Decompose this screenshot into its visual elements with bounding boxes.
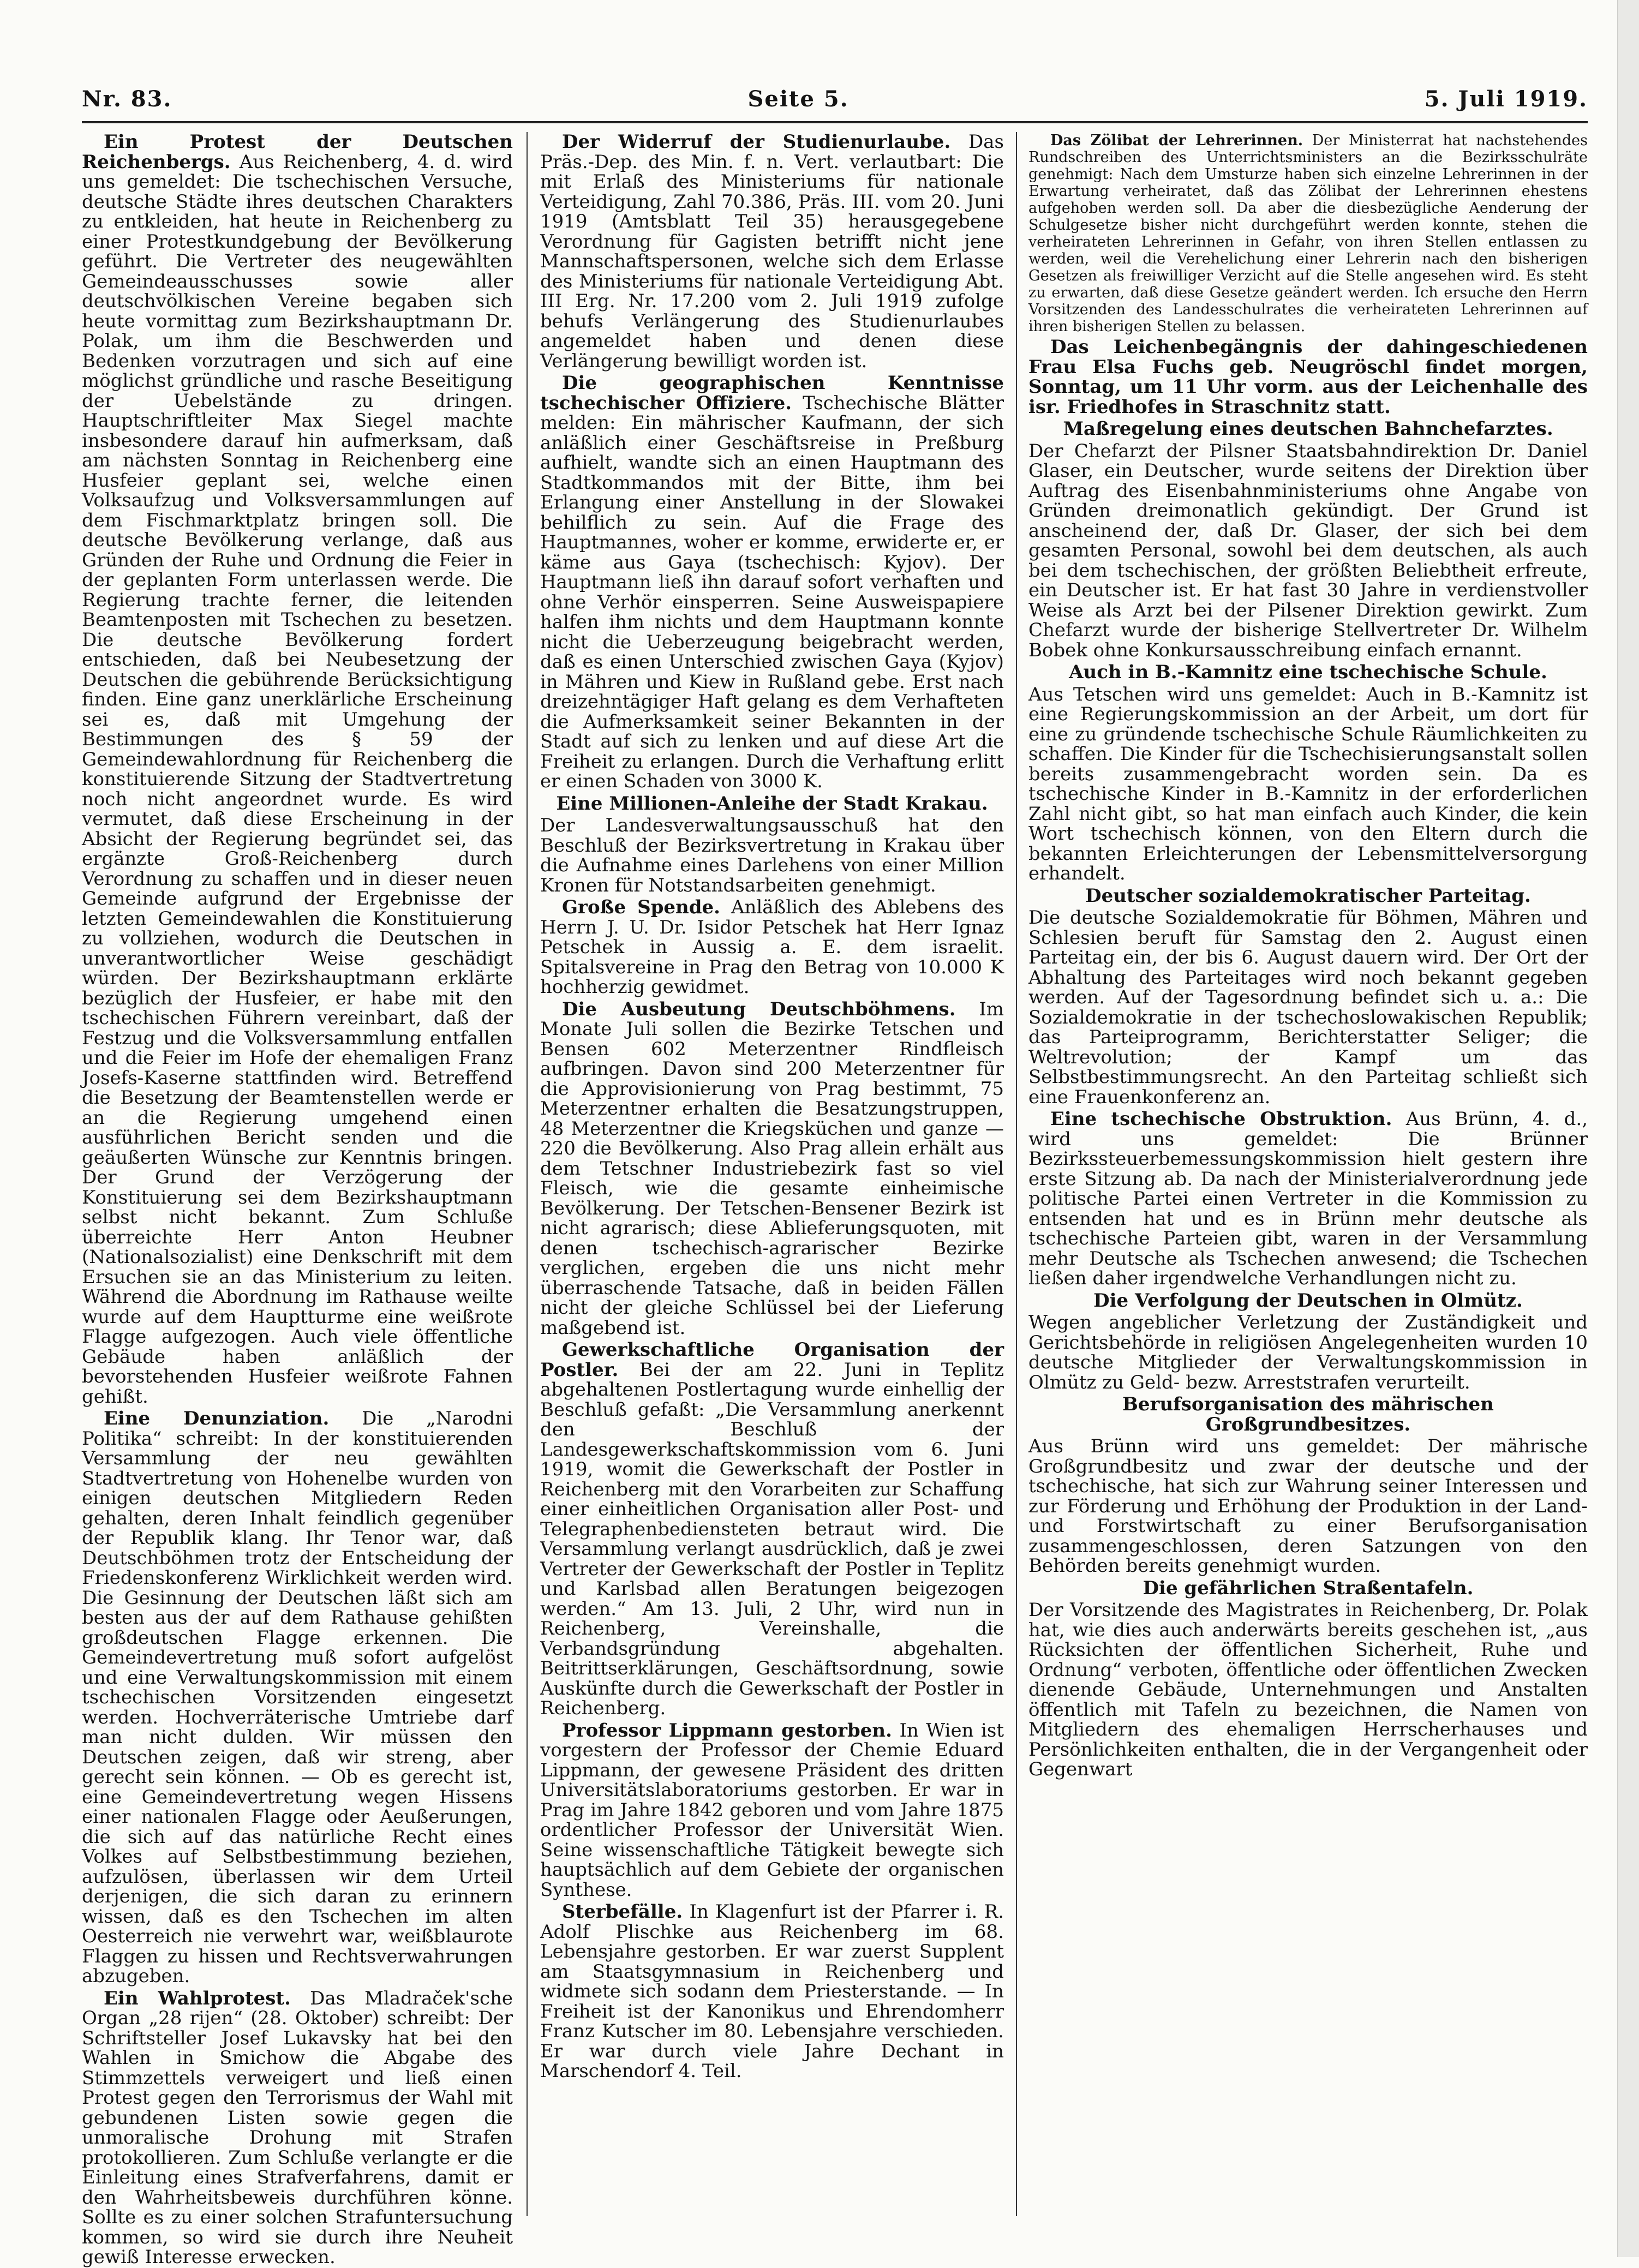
article-headline: Die Verfolgung der Deutschen in Olmütz. bbox=[1028, 1291, 1588, 1311]
column-3 bbox=[1028, 132, 1588, 2222]
issue-date: 5. Juli 1919. bbox=[1425, 86, 1588, 112]
article-headline: Maßregelung eines deutschen Bahnchefarztes. bbox=[1028, 419, 1588, 439]
article bbox=[540, 132, 1004, 371]
column-2 bbox=[540, 132, 1004, 2222]
article bbox=[82, 1989, 513, 2267]
article-text: Aus Brünn, 4. d., wird uns gemeldet: Die Brünner Bezirkssteuerbemessungskommission hielt gestern ihre erste Sitzung ab. Da nach der Ministerialverordnung jede politische Partei einen Vertreter in die Kommission zu entsenden hat und es in Brünn mehr deutsche als tschechische Parteien gibt, waren in der Versammlung mehr Deutsche als Tschechen anwesend; die Tschechen ließen daher irgendwelche Verhandlungen nicht zu. bbox=[1028, 1108, 1588, 1289]
article-text: Die deutsche Sozialdemokratie für Böhmen, Mähren und Schlesien beruft für Samstag den 2. August einen Parteitag ein, der bis 6. August dauern wird. Der Ort der Abhaltung des Parteitages wird noch bekannt gegeben werden. Auf der Tagesordnung befindet sich u. a.: Die Sozialdemokratie in der tschechoslowakischen Republik; das Parteiprogramm, Berichterstatter Seliger; die Weltrevolution; der Kampf um das Selbstbestimmungsrecht. An den Parteitag schließt sich eine Frauenkonferenz an. bbox=[1028, 908, 1588, 1107]
article-headline: Eine tschechische Obstruktion. bbox=[1050, 1108, 1392, 1130]
column-divider bbox=[527, 132, 528, 2216]
article-text: Der Vorsitzende des Magistrates in Reichenberg, Dr. Polak hat, wie dies auch anderwärts bereits geschehen ist, „aus Rücksichten der öffentlichen Sicherheit, Ruhe und Ordnung“ verboten, öffentliche oder öffentlichen Zwecken dienende Gebäude, Unternehmungen und Anstalten öffentlich mit Tafeln zu bezeichnen, die Namen von Mitgliedern des ehemaligen Herrscherhauses und Persönlichkeiten enthalten, die in der Vergangenheit oder Gegenwart bbox=[1028, 1600, 1588, 1780]
notice bbox=[1028, 337, 1588, 417]
article-headline: Große Spende. bbox=[562, 896, 720, 918]
article-text: Der Chefarzt der Pilsner Staatsbahndirektion Dr. Daniel Glaser, ein Deutscher, wurde seitens der Direktion über Auftrag des Eisenbahnministeriums ohne Angabe von Gründen dreimonatlich gekündigt. Der Grund ist anscheinend der, daß Dr. Glaser, der sich bei dem gesamten Personal, sowohl bei dem deutschen, als auch bei dem tschechischen, der größten Beliebtheit erfreute, ein Deutscher ist. Er hat fast 30 Jahre in verdienstvoller Weise als Arzt bei der Pilsener Direktion gewirkt. Zum Chefarzt wurde der bisherige Stellvertreter Dr. Wilhelm Bobek ohne Konkursausschreibung einfach ernannt. bbox=[1028, 441, 1588, 661]
article-headline: Professor Lippmann gestorben. bbox=[562, 1720, 892, 1742]
article bbox=[540, 897, 1004, 997]
issue-number: Nr. 83. bbox=[82, 86, 172, 112]
article-text: Der Landesverwaltungsausschuß hat den Beschluß der Bezirksvertretung in Krakau über die Aufnahme eines Darlehens von einer Million Kronen für Notstandsarbeiten genehmigt. bbox=[540, 816, 1004, 895]
article-headline: Der Widerruf der Studienurlaube. bbox=[562, 131, 950, 153]
article-headline: Ein Wahlprotest. bbox=[104, 1988, 291, 2009]
article-text: Das Präs.-Dep. des Min. f. n. Vert. verlautbart: Die mit Erlaß des Ministeriums für nationale Verteidigung, Zahl 70.386, Präs. III. vom 20. Juni 1919 (Amtsblatt Teil 35) herausgegebene Verordnung für Gagisten betrifft nicht jene Mannschaftspersonen, welche sich dem Erlasse des Ministeriums für nationale Verteidigung Abt. III Erg. Nr. 17.200 vom 2. Juli 1919 zufolge behufs Verlängerung des Studienurlaubes angemeldet haben und denen diese Verlängerung bewilligt worden ist. bbox=[540, 131, 1004, 372]
article bbox=[1028, 1109, 1588, 1289]
article-headline: Das Zölibat der Lehrerinnen. bbox=[1050, 132, 1303, 149]
article-headline: Berufsorganisation des mährischen Großgrundbesitzes. bbox=[1028, 1395, 1588, 1434]
article-headline: Die geographischen Kenntnisse tschechischer Offiziere. bbox=[540, 372, 1004, 414]
article-text: Im Monate Juli sollen die Bezirke Tetschen und Bensen 602 Meterzentner Rindfleisch aufbringen. Davon sind 200 Meterzentner für die Approvisionierung von Prag bestimmt, 75 Meterzentner erhalten die Besatzungstruppen, 48 Meterzentner die Kriegsküchen und ganze — 220 die Bevölkerung. Also Prag allein erhält aus dem Tetschner Industriebezirk fast so viel Fleisch, wie die gesamte einheimische Bevölkerung. Der Tetschen-Bensener Bezirk ist nicht agrarisch; diese Ablieferungsquoten, mit denen tschechisch-agrarischer Bezirke verglichen, ergeben die uns nicht mehr überraschende Tatsache, daß in beiden Fällen nicht der gleiche Schlüssel bei der Lieferung maßgebend ist. bbox=[540, 998, 1004, 1339]
article-text: In Wien ist vorgestern der Professor der Chemie Eduard Lippmann, der gewesene Präsident des dritten Universitätslaboratoriums gestorben. Er war in Prag im Jahre 1842 geboren und vom Jahre 1875 ordentlicher Professor der Universität Wien. Seine wissenschaftliche Tätigkeit bewegte sich hauptsächlich auf dem Gebiete der organischen Synthese. bbox=[540, 1720, 1004, 1901]
article-text: Aus Brünn wird uns gemeldet: Der mährische Großgrundbesitz und zwar der deutsche und der tschechische, hat sich zur Wahrung seiner Interessen und zur Förderung und Erhöhung der Produktion in der Land- und Forstwirtschaft zu einer Berufsorganisation zusammengeschlossen, deren Satzungen von den Behörden bereits genehmigt wurden. bbox=[1028, 1437, 1588, 1576]
article bbox=[540, 1902, 1004, 2081]
article-text: Die „Narodni Politika“ schreibt: In der konstituierenden Versammlung der neu gewählten Stadtvertretung von Hohenelbe wurden von einigen deutschen Mitgliedern Reden gehalten, deren Inhalt feindlich gegenüber der Republik klang. Ihr Tenor war, daß Deutschböhmen trotz der Entscheidung der Friedenskonferenz Wirklichkeit werden wird. Die Gesinnung der Deutschen läßt sich am besten aus der auf dem Rathause gehißten großdeutschen Flagge erkennen. Die Gemeindevertretung muß sofort aufgelöst und eine Verwaltungskommission mit einem tschechischen Vorsitzenden eingesetzt werden. Hochverräterische Umtriebe darf man nicht dulden. Wir müssen den Deutschen zeigen, daß wir streng, aber gerecht sein können. — Ob es gerecht ist, eine Gemeindevertretung wegen Hissens einer nationalen Flagge oder Aeußerungen, die sich auf das natürliche Recht eines Volkes auf Selbstbestimmung beziehen, aufzulösen, überlassen wir dem Urteil derjenigen, die sich daran zu erinnern wissen, daß es den Tschechen im alten Oesterreich nie verwehrt war, weißblaurote Flaggen zu hissen und Rechtsverwahrungen abzugeben. bbox=[82, 1408, 513, 1987]
article-text: Wegen angeblicher Verletzung der Zuständigkeit und Gerichtsbehörde in religiösen Angelegenheiten wurden 10 deutsche Mitglieder der Verwaltungskommission in Olmütz zu Geld- bezw. Arreststrafen verurteilt. bbox=[1028, 1313, 1588, 1392]
article-text: Aus Tetschen wird uns gemeldet: Auch in B.-Kamnitz ist eine Regierungskommission an der Arbeit, um dort für eine zu gründende tschechische Schule Räumlichkeiten zu schaffen. Die Kinder für die Tschechisierungsanstalt sollen bereits zusammengebracht worden sein. Da es tschechische Kinder in B.-Kamnitz in der erforderlichen Zahl nicht gibt, so hat man einfach auch Kinder, die kein Wort tschechisch können, von den Eltern durch die bekannten Erleichterungen der Lebensmittelversorgung erhandelt. bbox=[1028, 685, 1588, 884]
article-text: In Klagenfurt ist der Pfarrer i. R. Adolf Plischke aus Reichenberg im 68. Lebensjahre gestorben. Er war zuerst Supplent am Staatsgymnasium in Reichenberg und widmete sich sodann dem Priesterstande. — In Freiheit ist der Kanonikus und Ehrendomherr Franz Kutscher im 80. Lebensjahre verschieden. Er war durch viele Jahre Dechant in Marschendorf 4. Teil. bbox=[540, 1901, 1004, 2082]
article-headline: Auch in B.-Kamnitz eine tschechische Schule. bbox=[1028, 662, 1588, 683]
article-text: Das Mladraček'sche Organ „28 rijen“ (28. Oktober) schreibt: Der Schriftsteller Josef Lukavsky hat bei den Wahlen in Smichow die Abgabe des Stimmzettels verweigert und ließ einen Protest gegen den Terrorismus der Wahl mit gebundenen Listen sowie gegen die unmoralische Drohung mit Strafen protokollieren. Zum Schluße verlangte er die Einleitung eines Strafverfahrens, damit er den Wahrheitsbeweis durchführen könne. Sollte es zu einer solchen Strafuntersuchung kommen, so wird sie durch ihre Neuheit gewiß Interesse erwecken. bbox=[82, 1988, 513, 2268]
article-text: Der Ministerrat hat nachstehendes Rundschreiben des Unterrichtsministers an die Bezirksschulräte genehmigt: Nach dem Umsturze haben sich einzelne Lehrerinnen in der Erwartung verheiratet, daß das Zölibat der Lehrerinnen ehestens aufgehoben werden soll. Da aber die diesbezügliche Aenderung der Schulgesetze bisher nicht durchgeführt werden konnte, stehen die verheirateten Lehrerinnen in Gefahr, von ihren Stellen entlassen zu werden, weil die Verehelichung einer Lehrerin nach den bisherigen Gesetzen als freiwilliger Verzicht auf die Stelle angesehen wird. Es steht zu erwarten, daß diese Gesetze geändert werden. Ich ersuche den Herrn Vorsitzenden des Landesschulrates die verheirateten Lehrerinnen auf ihren bisherigen Stellen zu belassen. bbox=[1028, 132, 1588, 335]
article bbox=[540, 1721, 1004, 1900]
newspaper-page bbox=[82, 82, 1588, 2226]
article bbox=[540, 1340, 1004, 1719]
article bbox=[82, 1409, 513, 1986]
article-text: Aus Reichenberg, 4. d. wird uns gemeldet: Die tschechischen Versuche, deutsche Städte ihres deutschen Charakters zu entkleiden, hat heute in Reichenberg zu einer Protestkundgebung der Bevölkerung geführt. Die Vertreter des neugewählten Gemeindeausschusses sowie aller deutschvölkischen Vereine begaben sich heute vormittag zum Bezirkshauptmann Dr. Polak, um ihm die Beschwerden und Bedenken vorzutragen und sich auf eine möglichst gründliche und rasche Beseitigung der Uebelstände zu dringen. Hauptschriftleiter Max Siegel machte insbesondere darauf hin aufmerksam, daß am nächsten Sonntag in Reichenberg eine Husfeier geplant sei, welche einen Volksaufzug und Volksversammlungen auf dem Fischmarktplatz bringen soll. Die deutsche Bevölkerung verlange, daß aus Gründen der Ruhe und Ordnung die Feier in der geplanten Form unterlassen werde. Die Regierung trachte ferner, die leitenden Beamtenposten mit Tschechen zu besetzen. Die deutsche Bevölkerung fordert entschieden, daß bei Neubesetzung der Deutschen die gebührende Berücksichtigung finden. Eine ganz unerklärliche Erscheinung sei es, daß mit Umgehung der Bestimmungen des § 59 der Gemeindewahlordnung für Reichenberg die konstituierende Sitzung der Stadtvertretung noch nicht angeordnet wurde. Es wird vermutet, daß diese Erscheinung in der Absicht der Regierung begründet sei, das ergänzte Groß-Reichenberg durch Verordnung zu schaffen und in dieser neuen Gemeinde aufgrund der Ergebnisse der letzten Gemeindewahlen die Konstituierung zu vollziehen, wodurch die Deutschen in unverantwortlicher Weise geschädigt würden. Der Bezirkshauptmann erklärte bezüglich der Husfeier, er habe mit den tschechischen Führern vereinbart, daß der Festzug und die Volksversammlung entfallen und die Feier im Hofe der ehemaligen Franz Josefs-Kaserne stattfinden wird. Betreffend die Besetzung der Beamtenstellen werde er an die Regierung umgehend einen ausführlichen Bericht senden und die geäußerten Wünsche zur Kenntnis bringen. Der Grund der Verzögerung der Konstituierung sei dem Bezirkshauptmann selbst nicht bekannt. Zum Schluße überreichte Herr Anton Heubner (Nationalsozialist) eine Denkschrift mit dem Ersuchen sie an das Ministerium zu leiten. Während die Abordnung im Rathause weilte wurde auf dem Hauptturme eine weißrote Flagge aufgezogen. Auch viele öffentliche Gebäude haben anläßlich der bevorstehenden Husfeier weißrote Fahnen gehißt. bbox=[82, 151, 513, 1408]
page-edge bbox=[1617, 0, 1639, 2257]
article-headline: Die gefährlichen Straßentafeln. bbox=[1028, 1578, 1588, 1599]
article-headline: Die Ausbeutung Deutschböhmens. bbox=[562, 998, 956, 1020]
article bbox=[540, 373, 1004, 792]
column-1 bbox=[82, 132, 513, 2222]
notice-text: Das Leichenbegängnis der dahingeschiedenen Frau Elsa Fuchs geb. Neugröschl findet morgen, Sonntag, um 11 Uhr vorm. aus der Leichenhalle des isr. Friedhofes in Straschnitz statt. bbox=[1028, 336, 1588, 418]
article-headline: Ein Protest der Deutschen Reichenbergs. bbox=[82, 131, 513, 173]
page-header bbox=[82, 82, 1588, 116]
article-headline: Gewerkschaftliche Organisation der Postler. bbox=[540, 1339, 1004, 1381]
column-divider bbox=[1016, 132, 1017, 2216]
article-text: Anläßlich des Ablebens des Herrn J. U. Dr. Isidor Petschek hat Herr Ignaz Petschek in Aussig a. E. dem israelit. Spitalsvereine in Prag den Betrag von 10.000 K hochherzig gewidmet. bbox=[540, 896, 1004, 998]
header-rule bbox=[82, 121, 1588, 123]
page-number: Seite 5. bbox=[748, 86, 849, 112]
article-headline: Eine Millionen-Anleihe der Stadt Krakau. bbox=[540, 794, 1004, 814]
article-headline: Sterbefälle. bbox=[562, 1901, 683, 1923]
article-text: Tschechische Blätter melden: Ein mährischer Kaufmann, der sich anläßlich einer Geschäftsreise in Preßburg aufhielt, wandte sich an einen Hauptmann des Stadtkommandos mit der Bitte, ihm bei Erlangung einer Anstellung in der Slowakei behilflich zu sein. Auf die Frage des Hauptmannes, woher er komme, erwiderte er, er käme aus Gaya (tschechisch: Kyjov). Der Hauptmann ließ ihn darauf sofort verhaften und ohne Verhör einsperren. Seine Ausweispapiere halfen ihm nichts und dem Hauptmann konnte nicht die Ueberzeugung beigebracht werden, daß es einen Unterschied zwischen Gaya (Kyjov) in Mähren und Kiew in Rußland gebe. Erst nach dreizehntägiger Haft gelang es dem Verhafteten die Aufmerksamkeit seiner Bekannten in der Stadt auf sich zu lenken und auf diese Art die Freiheit zu erlangen. Durch die Verhaftung erlitt er einen Schaden von 3000 K. bbox=[540, 392, 1004, 793]
article bbox=[540, 1000, 1004, 1338]
article-headline: Deutscher sozialdemokratischer Parteitag. bbox=[1028, 886, 1588, 906]
article-headline: Eine Denunziation. bbox=[104, 1408, 329, 1429]
article bbox=[82, 132, 513, 1407]
article-text: Bei der am 22. Juni in Teplitz abgehaltenen Postlertagung wurde einhellig der Beschluß gefaßt: „Die Versammlung anerkennt den Beschluß der Landesgewerkschaftskommission vom 6. Juni 1919, womit die Gewerkschaft der Postler in Reichenberg mit den Vorarbeiten zur Schaffung einer einheitlichen Organisation aller Post- und Telegraphenbediensteten betraut wird. Die Versammlung verlangt ausdrücklich, daß je zwei Vertreter der Gewerkschaft der Postler in Teplitz und Karlsbad allen Beratungen beigezogen werden.“ Am 13. Juli, 2 Uhr, wird nun in Reichenberg, Vereinshalle, die Verbandsgründung abgehalten. Beitrittserklärungen, Geschäftsordnung, sowie Auskünfte durch die Gewerkschaft der Postler in Reichenberg. bbox=[540, 1359, 1004, 1720]
article bbox=[1028, 132, 1588, 335]
